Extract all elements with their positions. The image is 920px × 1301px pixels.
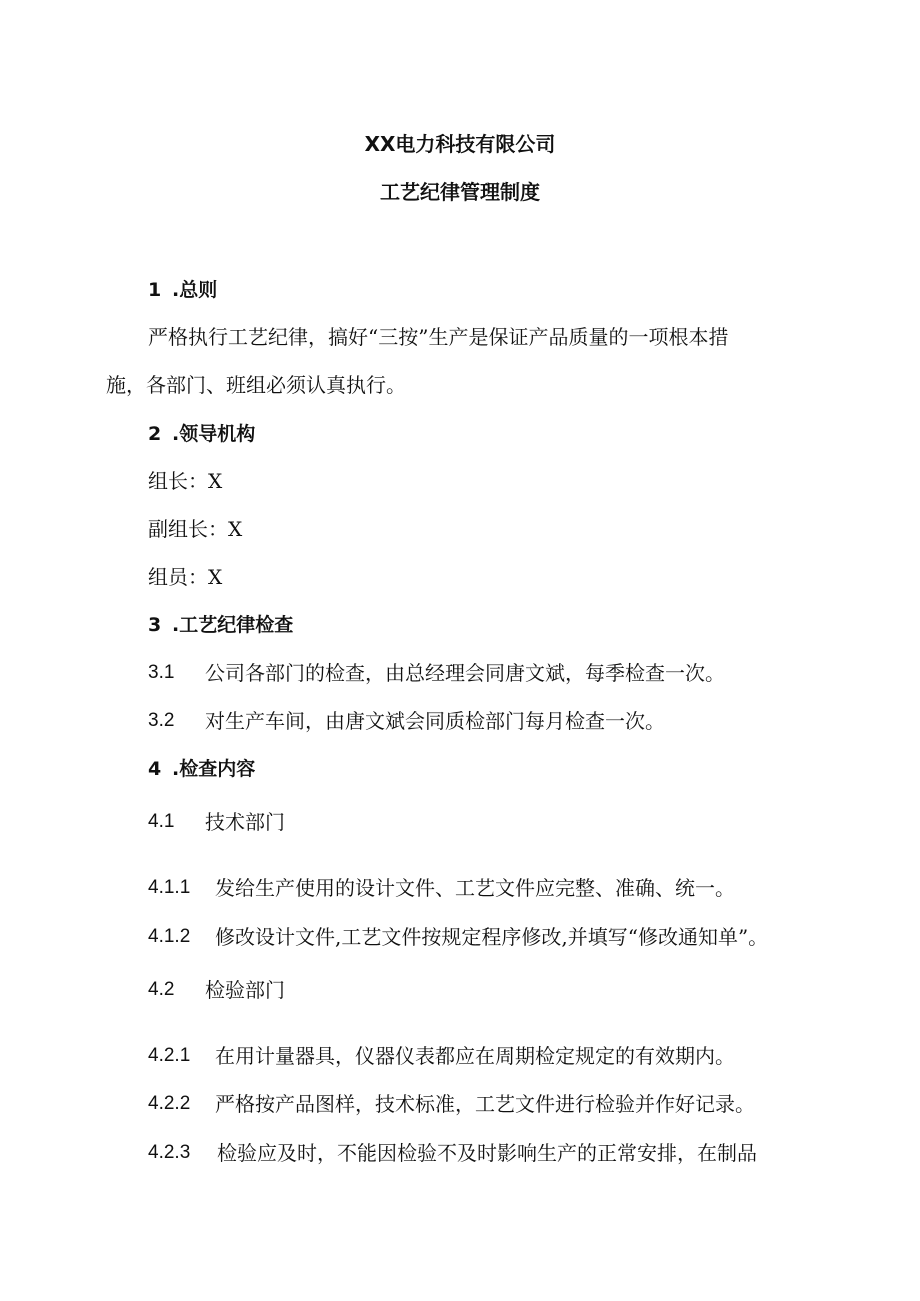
section-4-heading bbox=[148, 755, 255, 783]
section-1-heading bbox=[148, 276, 217, 304]
item-number: 3.2 bbox=[148, 710, 175, 731]
subsection-title: 检验部门 bbox=[205, 978, 285, 1002]
item-text: 修改设计文件,工艺文件按规定程序修改,并填写“修改通知单”。 bbox=[215, 925, 769, 949]
section-number: 1 bbox=[148, 279, 162, 301]
section-3-heading bbox=[148, 611, 293, 639]
subsection-title: 技术部门 bbox=[205, 810, 285, 834]
item-number: 4.1.2 bbox=[148, 926, 191, 947]
section-title: .检查内容 bbox=[172, 758, 256, 780]
item-number: 4.1.1 bbox=[148, 877, 191, 898]
item-text: 在用计量器具，仪器仪表都应在周期检定规定的有效期内。 bbox=[215, 1044, 735, 1068]
section-title: .总则 bbox=[172, 279, 218, 301]
item-text: 检验应及时，不能因检验不及时影响生产的正常安排，在制品 bbox=[217, 1141, 757, 1165]
deputy-leader-line: 副组长：X bbox=[148, 517, 243, 541]
subsection-number: 4.1 bbox=[148, 811, 175, 832]
item-text: 严格按产品图样，技术标准，工艺文件进行检验并作好记录。 bbox=[215, 1092, 755, 1116]
section-title: .领导机构 bbox=[172, 423, 256, 445]
document-title: 工艺纪律管理制度 bbox=[380, 180, 540, 204]
company-name: XX电力科技有限公司 bbox=[364, 132, 556, 156]
section-title: .工艺纪律检查 bbox=[172, 614, 294, 636]
item-number: 4.2.3 bbox=[148, 1142, 191, 1163]
leader-line: 组长：X bbox=[148, 469, 223, 493]
subsection-number: 4.2 bbox=[148, 979, 175, 1000]
item-number: 4.2.2 bbox=[148, 1093, 191, 1114]
item-text: 对生产车间，由唐文斌会同质检部门每月检查一次。 bbox=[205, 709, 665, 733]
item-number: 3.1 bbox=[148, 662, 175, 683]
item-text: 公司各部门的检查，由总经理会同唐文斌，每季检查一次。 bbox=[205, 661, 725, 685]
item-text: 发给生产使用的设计文件、工艺文件应完整、准确、统一。 bbox=[215, 876, 735, 900]
section-number: 2 bbox=[148, 423, 162, 445]
section-2-heading bbox=[148, 420, 255, 448]
paragraph-line: 施，各部门、班组必须认真执行。 bbox=[106, 373, 406, 397]
item-number: 4.2.1 bbox=[148, 1045, 191, 1066]
section-number: 4 bbox=[148, 758, 162, 780]
member-line: 组员：X bbox=[148, 565, 223, 589]
section-number: 3 bbox=[148, 614, 162, 636]
paragraph-line: 严格执行工艺纪律，搞好“三按”生产是保证产品质量的一项根本措 bbox=[148, 325, 729, 349]
